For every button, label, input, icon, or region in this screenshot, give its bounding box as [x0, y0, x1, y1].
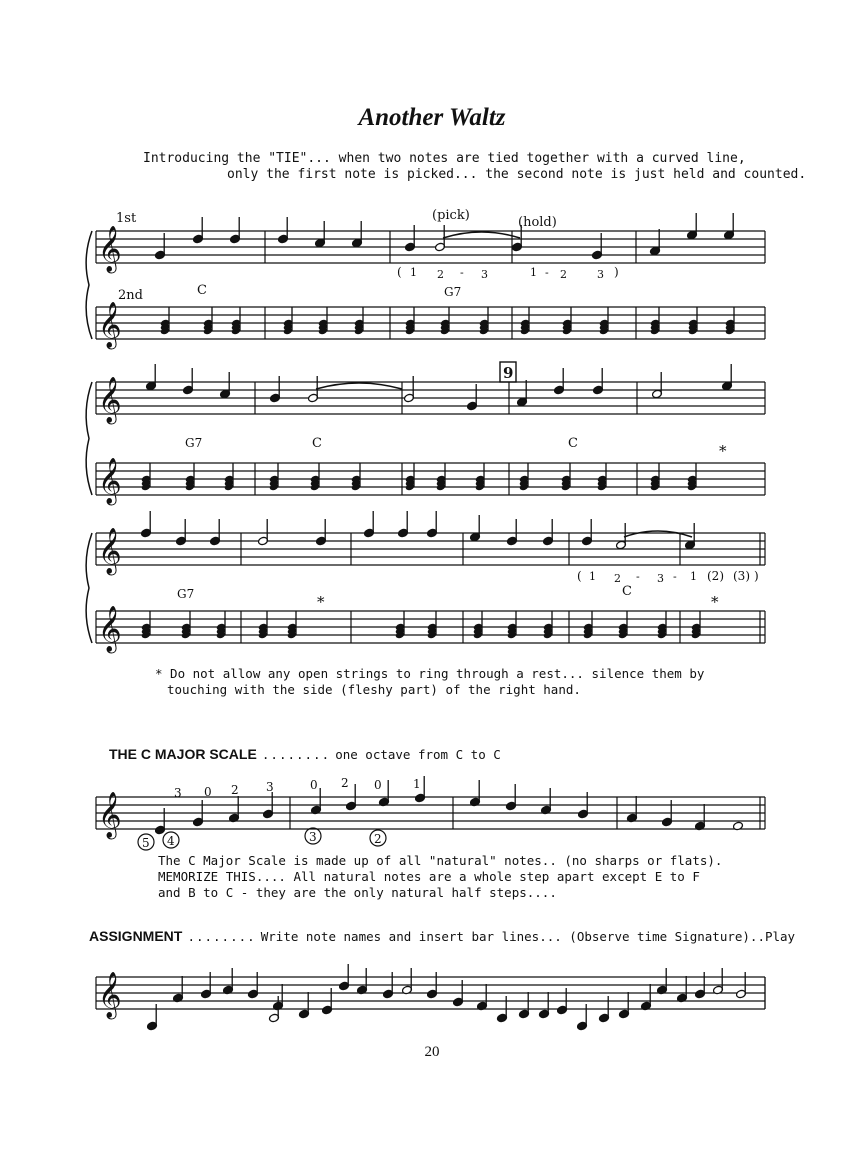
rest-asterisk: * — [711, 593, 719, 611]
chord-c: C — [568, 436, 578, 451]
chord-c: C — [622, 584, 632, 599]
hold-annotation: (hold) — [518, 215, 557, 230]
scale-text-1: The C Major Scale is made up of all "natural" notes.. (no sharps or flats). — [158, 853, 723, 868]
count-paren: ) — [754, 569, 759, 583]
tie-curve — [316, 383, 402, 389]
fingering: 0 — [204, 785, 212, 799]
count-2-paren: (2) — [707, 569, 724, 583]
string-number: 3 — [309, 830, 317, 844]
fingering: 2 — [341, 776, 349, 790]
pick-annotation: (pick) — [432, 208, 470, 223]
fingering: 1 — [413, 777, 421, 791]
system-brace — [86, 533, 92, 643]
treble-clef-icon: 𝄞 — [98, 302, 122, 348]
treble-clef-icon: 𝄞 — [98, 458, 122, 504]
count-3: 3 — [481, 268, 488, 281]
count-3-paren: (3) — [733, 569, 750, 583]
tie-curve — [443, 232, 520, 238]
count-paren: ( — [397, 265, 402, 279]
chord-g7: G7 — [177, 587, 195, 601]
assignment-heading: ASSIGNMENT — [89, 928, 183, 944]
tie-curve — [624, 531, 692, 537]
fingering: 3 — [174, 786, 182, 800]
string-number: 2 — [374, 832, 382, 846]
scale-subtitle: one octave from C to C — [335, 747, 501, 762]
intro-line-1: Introducing the "TIE"... when two notes are tied together with a curved line, — [143, 151, 746, 166]
assignment-text: Write note names and insert bar lines... (Observe time Signature)..Play — [260, 929, 796, 944]
chord-c: C — [197, 283, 207, 298]
part-label-1st: 1st — [116, 211, 137, 226]
scale-text-3: and B to C - they are the only natural half steps.... — [158, 885, 557, 900]
rest-asterisk: * — [317, 593, 325, 611]
scale-heading: THE C MAJOR SCALE — [109, 746, 257, 762]
scale-heading-row — [109, 744, 501, 763]
fingering: 0 — [374, 778, 382, 792]
count-1: 1 — [690, 570, 697, 583]
count-dash: - — [636, 570, 640, 583]
count-paren: ) — [614, 265, 619, 279]
count-2: 2 — [437, 268, 444, 281]
chord-c: C — [312, 436, 322, 451]
treble-clef-icon: 𝄞 — [98, 377, 122, 423]
treble-clef-icon: 𝄞 — [98, 226, 122, 272]
count-2: 2 — [614, 572, 621, 585]
page-number: 20 — [424, 1044, 440, 1060]
chord-g7: G7 — [185, 436, 203, 450]
fingering: 3 — [266, 780, 274, 794]
count-1: 1 — [530, 266, 537, 279]
count-dash: - — [545, 266, 549, 279]
rehearsal-number: 9 — [503, 364, 514, 382]
footnote-line-2: touching with the side (fleshy part) of the right hand. — [167, 682, 581, 697]
fingering: 0 — [310, 778, 318, 792]
count-2: 2 — [560, 268, 567, 281]
page-title: Another Waltz — [358, 104, 506, 131]
fingering: 2 — [231, 783, 239, 797]
part-label-2nd: 2nd — [118, 288, 143, 303]
scale-text-2: MEMORIZE THIS.... All natural notes are a whole step apart except E to F — [158, 869, 700, 884]
leader-dots: ........ — [187, 929, 256, 944]
system-brace — [86, 382, 92, 495]
count-paren: ( — [577, 569, 582, 583]
system-brace — [86, 231, 92, 339]
count-1: 1 — [410, 266, 417, 279]
treble-clef-icon: 𝄞 — [98, 606, 122, 652]
count-3: 3 — [657, 572, 664, 585]
treble-clef-icon: 𝄞 — [98, 972, 122, 1018]
leader-dots: ........ — [261, 747, 331, 762]
intro-line-2: only the first note is picked... the second note is just held and counted. — [227, 167, 807, 182]
count-dash: - — [460, 266, 464, 279]
footnote-line-1: * Do not allow any open strings to ring through a rest... silence them by — [155, 666, 705, 681]
assignment-row — [89, 926, 795, 945]
string-number: 4 — [167, 834, 175, 848]
treble-clef-icon: 𝄞 — [98, 528, 122, 574]
count-dash: - — [673, 570, 677, 583]
string-number: 5 — [142, 836, 150, 850]
count-3: 3 — [597, 268, 604, 281]
count-1: 1 — [589, 570, 596, 583]
chord-g7: G7 — [444, 285, 462, 299]
rest-asterisk: * — [719, 442, 727, 460]
treble-clef-icon: 𝄞 — [98, 792, 122, 838]
